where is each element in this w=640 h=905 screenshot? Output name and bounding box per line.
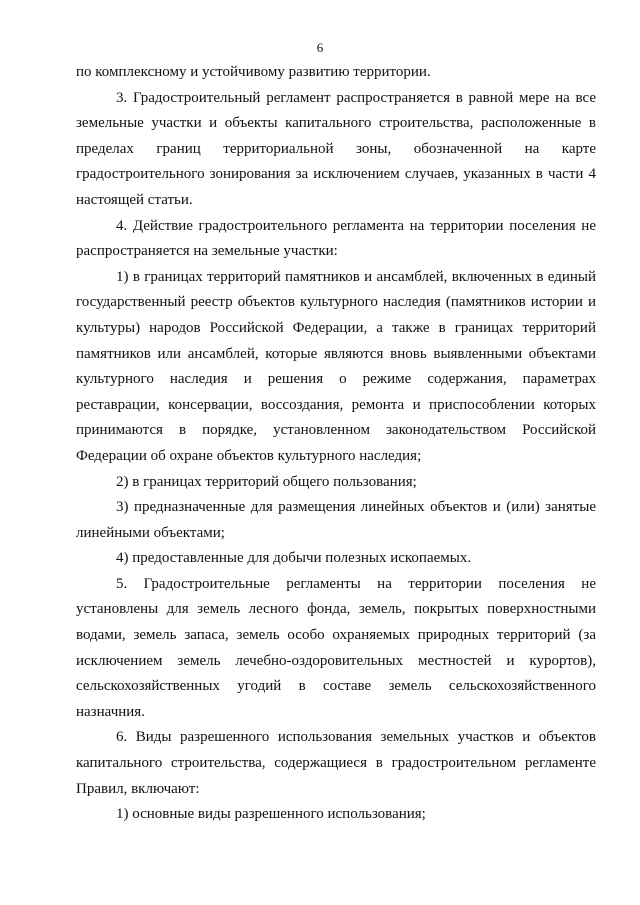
subitem-6-1: 1) основные виды разрешенного использования; bbox=[116, 806, 426, 823]
page-number: 6 bbox=[316, 40, 324, 55]
subitem-4-4: 4) предоставленные для добычи полезных ископаемых. bbox=[116, 550, 472, 567]
subitem-4-3: 3) предназначенные для размещения линейных объектов и (или) занятые линейными объектами; bbox=[76, 499, 596, 541]
paragraph-item-6: 6. Виды разрешенного использования земельных участков и объектов капитального строительства, содержащиеся в градостроительном регламенте Правил, включают: bbox=[76, 729, 596, 797]
paragraph-item-4: 4. Действие градостроительного регламента на территории поселения не распространяется на земельные участки: bbox=[76, 217, 596, 260]
paragraph-item-5: 5. Градостроительные регламенты на территории поселения не установлены для земель лесного фонда, земель, покрытых поверхностными водами, земель запаса, земель особо охраняемых природных территорий (за исключением земель лечебно-оздоровительных местностей и курортов), сельскохозяйственных угодий в составе земель сельскохозяйственного назначния. bbox=[76, 575, 596, 720]
paragraph-continuation: по комплексному и устойчивому развитию территории. bbox=[76, 64, 431, 80]
subitem-4-1: 1) в границах территорий памятников и ансамблей, включенных в единый государственный реестр объектов культурного наследия (памятников истории и культуры) народов Российской Федерации, а также в границах территорий памятников или ансамблей, которые являются вновь выявленными объектами культурного наследия и решения о режиме содержания, параметрах реставрации, консервации, воссоздания, ремонта и приспособлении которых принимаются в порядке, установленном законодательством Российской Федерации об охране объектов культурного наследия; bbox=[76, 268, 596, 464]
paragraph-item-3: 3. Градостроительный регламент распространяется в равной мере на все земельные участки и объекты капитального строительства, расположенные в пределах границ территориальной зоны, обозначенной на карте градостроительного зонирования за исключением случаев, указанных в части 4 настоящей статьи. bbox=[76, 89, 596, 208]
document-body bbox=[76, 60, 596, 828]
subitem-4-2: 2) в границах территорий общего пользования; bbox=[116, 473, 417, 490]
